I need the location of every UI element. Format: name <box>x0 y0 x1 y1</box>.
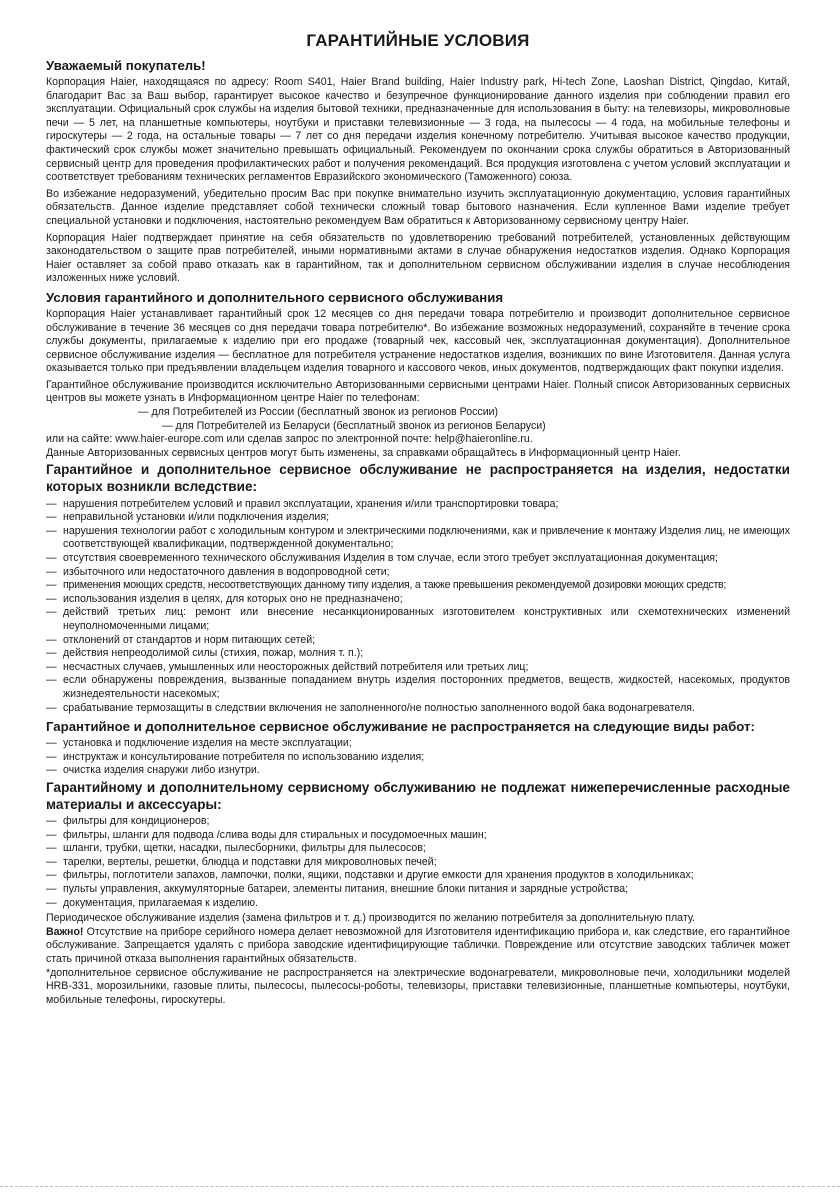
list-item: — нарушения потребителем условий и правил эксплуатации, хранения и/или транспортировки товара; <box>46 498 790 512</box>
list-item: — отклонений от стандартов и норм питающих сетей; <box>46 634 790 648</box>
list-item: — если обнаружены повреждения, вызванные попаданием внутрь изделия посторонних предметов, веществ, жидкостей, насекомых, продуктов жизнедеятельности насекомых; <box>46 674 790 701</box>
phone-belarus-line: — для Потребителей из Беларуси (бесплатный звонок из регионов Беларуси) <box>162 419 546 432</box>
list-item: — использования изделия в целях, для которых оно не предназначено; <box>46 593 790 607</box>
list-item: — действий третьих лиц: ремонт или внесение несанкционированных изготовителем конструктивных или схемотехнических изменений неуполномоченными лицами; <box>46 606 790 633</box>
page-title: ГАРАНТИЙНЫЕ УСЛОВИЯ <box>306 31 530 50</box>
list-item: — неправильной установки и/или подключения изделия; <box>46 511 790 525</box>
list-item: — отсутствия своевременного технического обслуживания Изделия в том случае, если этого требует эксплуатационная документация; <box>46 552 790 566</box>
important-text: Отсутствие на приборе серийного номера делает невозможной для Изготовителя идентификацию прибора и, как следствие, его гарантийное обслуживание. Запрещается удалять с прибора заводские идентифицирующие таблички. Повреждение или отсутствие заводских табличек может стать причиной отказа выполнения гарантийных обязательств. <box>46 925 790 966</box>
consumables-list <box>46 815 790 910</box>
periodic-service-note: Периодическое обслуживание изделия (замена фильтров и т. д.) производится по желанию потребителя за дополнительную плату. <box>46 912 695 925</box>
list-item: — установка и подключение изделия на месте эксплуатации; <box>46 737 790 751</box>
not-covered-heading: Гарантийное и дополнительное сервисное обслуживание не распространяется на изделия, недостатки которых возникли вследствие: <box>46 462 790 495</box>
list-item: — тарелки, вертелы, решетки, блюдца и подставки для микроволновых печей; <box>46 856 790 870</box>
list-item: — пульты управления, аккумуляторные батареи, элементы питания, внешние блоки питания и зарядные устройства; <box>46 883 790 897</box>
intro-paragraph-3: Корпорация Haier подтверждает принятие на себя обязательств по удовлетворению требований потребителей, установленных действующим законодательством о защите прав потребителей, иными нормативными актами в случае обнаружения недостатков изделия. Однако Корпорация Haier оставляет за собой право отказать как в гарантийном, так и дополнительном сервисном обслуживании изделия в случае несоблюдения изложенных ниже условий. <box>46 231 790 285</box>
warranty-document <box>46 30 790 1007</box>
website-line: или на сайте: www.haier-europe.com или сделав запрос по электронной почте: help@haieronline.ru. <box>46 433 533 446</box>
important-note <box>46 926 790 967</box>
intro-paragraph-1: Корпорация Haier, находящаяся по адресу: Room S401, Haier Brand building, Haier Industry park, Hi-tech Zone, Laoshan District, Qingdao, Китай, благодарит Вас за Ваш выбор, гарантирует высокое качество и безупречное функционирование данного изделия при соблюдении правил его эксплуатации. Официальный срок службы на изделия бытовой техники, предназначенные для использования в быту: на телевизоры, микроволновые печи — 5 лет, на планшетные компьютеры, ноутбуки и приставки телевизионные — 3 года, на пылесосы — 4 года, на мобильные телефоны и гироскутеры — 2 года, на остальные товары — 7 лет со дня передачи изделия конечному потребителю. Учитывая высокое качество продукции, фактический срок службы может значительно превышать официальный. Рекомендуем по окончании срока службы обратиться в Авторизованный сервисный центр для проведения профилактических работ и получения рекомендаций. Вся продукция изготовлена с учетом условий эксплуатации и соответствует требованиям технических регламентов Евразийского экономического (Таможенного) союза. <box>46 76 790 184</box>
page-bottom-divider <box>0 1186 840 1187</box>
list-item: — документация, прилагаемая к изделию. <box>46 897 790 911</box>
list-item: — действия непреодолимой силы (стихия, пожар, молния т. п.); <box>46 647 790 661</box>
list-item: — применения моющих средств, несоответствующих данному типу изделия, а также превышения рекомендуемой дозировки моющих средств; <box>46 579 790 593</box>
important-label: Важно! <box>46 925 84 938</box>
list-item: — нарушения технологии работ с холодильным контуром и электрическими подключениями, как и привлечение к монтажу Изделия лиц, не имеющих соответствующей квалификации, подтвержденной документально; <box>46 525 790 552</box>
works-list <box>46 737 790 778</box>
not-covered-list <box>46 498 790 716</box>
list-item: — несчастных случаев, умышленных или неосторожных действий потребителя или третьих лиц; <box>46 661 790 675</box>
list-item: — фильтры, шланги для подвода /слива воды для стиральных и посудомоечных машин; <box>46 829 790 843</box>
conditions-heading: Условия гарантийного и дополнительного сервисного обслуживания <box>46 289 504 305</box>
service-centers-change-note: Данные Авторизованных сервисных центров могут быть изменены, за справками обращайтесь в Информационный центр Haier. <box>46 446 681 459</box>
list-item: — фильтры для кондиционеров; <box>46 815 790 829</box>
conditions-paragraph-2: Гарантийное обслуживание производится исключительно Авторизованными сервисными центрами Haier. Полный список Авторизованных сервисных центров вы можете узнать в Информационном центре Haier по телефонам: <box>46 378 790 405</box>
works-heading: Гарантийное и дополнительное сервисное обслуживание не распространяется на следующие виды работ: <box>46 719 755 735</box>
phone-russia-line: — для Потребителей из России (бесплатный звонок из регионов России) <box>138 406 499 419</box>
list-item: — срабатывание термозащиты в следствии включения не заполненного/не полностью заполненного водой бака водонагревателя. <box>46 702 790 716</box>
consumables-heading: Гарантийному и дополнительному сервисному обслуживанию не подлежат нижеперечисленные расходные материалы и аксессуары: <box>46 779 790 812</box>
list-item: — избыточного или недостаточного давления в водопроводной сети; <box>46 566 790 580</box>
list-item: — очистка изделия снаружи либо изнутри. <box>46 764 790 778</box>
list-item: — шланги, трубки, щетки, насадки, пылесборники, фильтры для пылесосов; <box>46 842 790 856</box>
conditions-paragraph-1: Корпорация Haier устанавливает гарантийный срок 12 месяцев со дня передачи товара потребителю и производит дополнительное сервисное обслуживание в течение 36 месяцев со дня передачи товара потребителю*. Во избежание возможных недоразумений, сохраняйте в течение срока службы документы, прилагаемые к изделию при его продаже (товарный чек, кассовый чек, эксплуатационная документация). Дополнительное сервисное обслуживание изделия — бесплатное для потребителя устранение недостатков изделия, возникших по вине Изготовителя. Данная услуга оказывается только при предъявлении владельцем изделия товарного и кассового чеков, иных документов, подтверждающих факт покупки изделия. <box>46 307 790 375</box>
list-item: — инструктаж и консультирование потребителя по использованию изделия; <box>46 751 790 765</box>
footnote: *дополнительное сервисное обслуживание не распространяется на электрические водонагреватели, микроволновые печи, холодильники моделей HRB-331, морозильники, газовые плиты, пылесосы, пылесосы-роботы, телевизоры, приставки телевизионные, планшетные компьютеры, ноутбуки, мобильные телефоны, гироскутеры. <box>46 966 790 1006</box>
intro-paragraph-2: Во избежание недоразумений, убедительно просим Вас при покупке внимательно изучить эксплуатационную документацию, условия гарантийных обязательств. Данное изделие представляет собой технически сложный товар бытового назначения. Если купленное Вами изделие требует специальной установки и подключения, настоятельно рекомендуем Вам обратиться к Авторизованному сервисному центру Haier. <box>46 187 790 227</box>
greeting-heading: Уважаемый покупатель! <box>46 58 206 73</box>
list-item: — фильтры, поглотители запахов, лампочки, полки, ящики, подставки и другие емкости для хранения продуктов в холодильниках; <box>46 869 790 883</box>
